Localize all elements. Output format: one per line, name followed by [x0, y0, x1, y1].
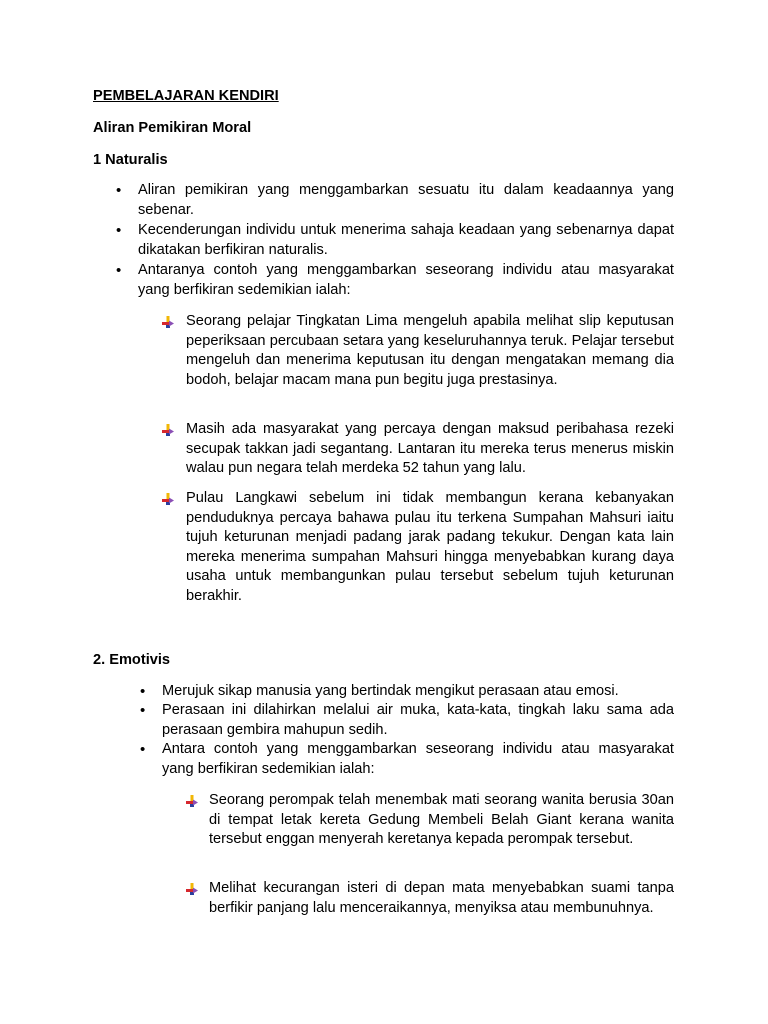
section-1-heading: 1 Naturalis — [93, 152, 168, 168]
page-subtitle: Aliran Pemikiran Moral — [93, 120, 252, 136]
section-1-bullet-2: • Kecenderungan individu untuk menerima sahaja keadaan yang sebenarnya dapat dikatakan berfikiran naturalis. — [138, 221, 674, 260]
arrow-down-right-icon — [186, 883, 198, 895]
section-2-example-1: Seorang perompak telah menembak mati seorang wanita berusia 30an di tempat letak kereta Gedung Membeli Belah Giant kerana wanita tersebut enggan menyerah keretanya kepada perompak tersebut. — [209, 792, 674, 848]
page-title: PEMBELAJARAN KENDIRI — [93, 88, 279, 104]
section-2-bullet-2: • Perasaan ini dilahirkan melalui air muka, kata-kata, tingkah laku sama ada perasaan gembira mahupun sedih. — [162, 701, 674, 740]
section-2-bullet-3: • Antara contoh yang menggambarkan seseorang individu atau masyarakat yang berfikiran sedemikian ialah: — [162, 740, 674, 779]
section-1-example-1: Seorang pelajar Tingkatan Lima mengeluh apabila melihat slip keputusan peperiksaan percubaan setara yang keseluruhannya teruk. Pelajar tersebut mengeluh dan menerima keputusan itu dengan mengatakan memang dia bodoh, belajar macam mana pun begitu juga prestasinya. — [186, 313, 674, 388]
section-1-bullet-3: • Antaranya contoh yang menggambarkan seseorang individu atau masyarakat yang berfikiran sedemikian ialah: — [138, 261, 674, 300]
section-2-bullet-1: • Merujuk sikap manusia yang bertindak mengikut perasaan atau emosi. — [162, 682, 674, 702]
arrow-down-right-icon — [162, 424, 174, 436]
arrow-down-right-icon — [162, 316, 174, 328]
section-2-example-2: Melihat kecurangan isteri di depan mata menyebabkan suami tanpa berfikir panjang lalu menceraikannya, menyiksa atau membunuhnya. — [209, 880, 674, 916]
section-1-bullet-1: • Aliran pemikiran yang menggambarkan sesuatu itu dalam keadaannya yang sebenar. — [138, 181, 674, 220]
arrow-down-right-icon — [162, 493, 174, 505]
section-1-example-3: Pulau Langkawi sebelum ini tidak membangun kerana kebanyakan penduduknya percaya bahawa pulau itu terkena Sumpahan Mahsuri iaitu tujuh keturunan menjadi padang jarak padang tekukur. Dengan kata lain mereka menerima sumpahan Mahsuri hingga menyebabkan kurang daya usaha untuk membangunkan pulau tersebut sebelum tujuh keturunan berakhir. — [186, 490, 674, 604]
section-2-heading: 2. Emotivis — [93, 652, 171, 668]
arrow-down-right-icon — [186, 795, 198, 807]
section-1-example-2: Masih ada masyarakat yang percaya dengan maksud peribahasa rezeki secupak takkan jadi segantang. Lantaran itu mereka terus menerus miskin walau pun negara telah merdeka 52 tahun yang lalu. — [186, 421, 674, 477]
